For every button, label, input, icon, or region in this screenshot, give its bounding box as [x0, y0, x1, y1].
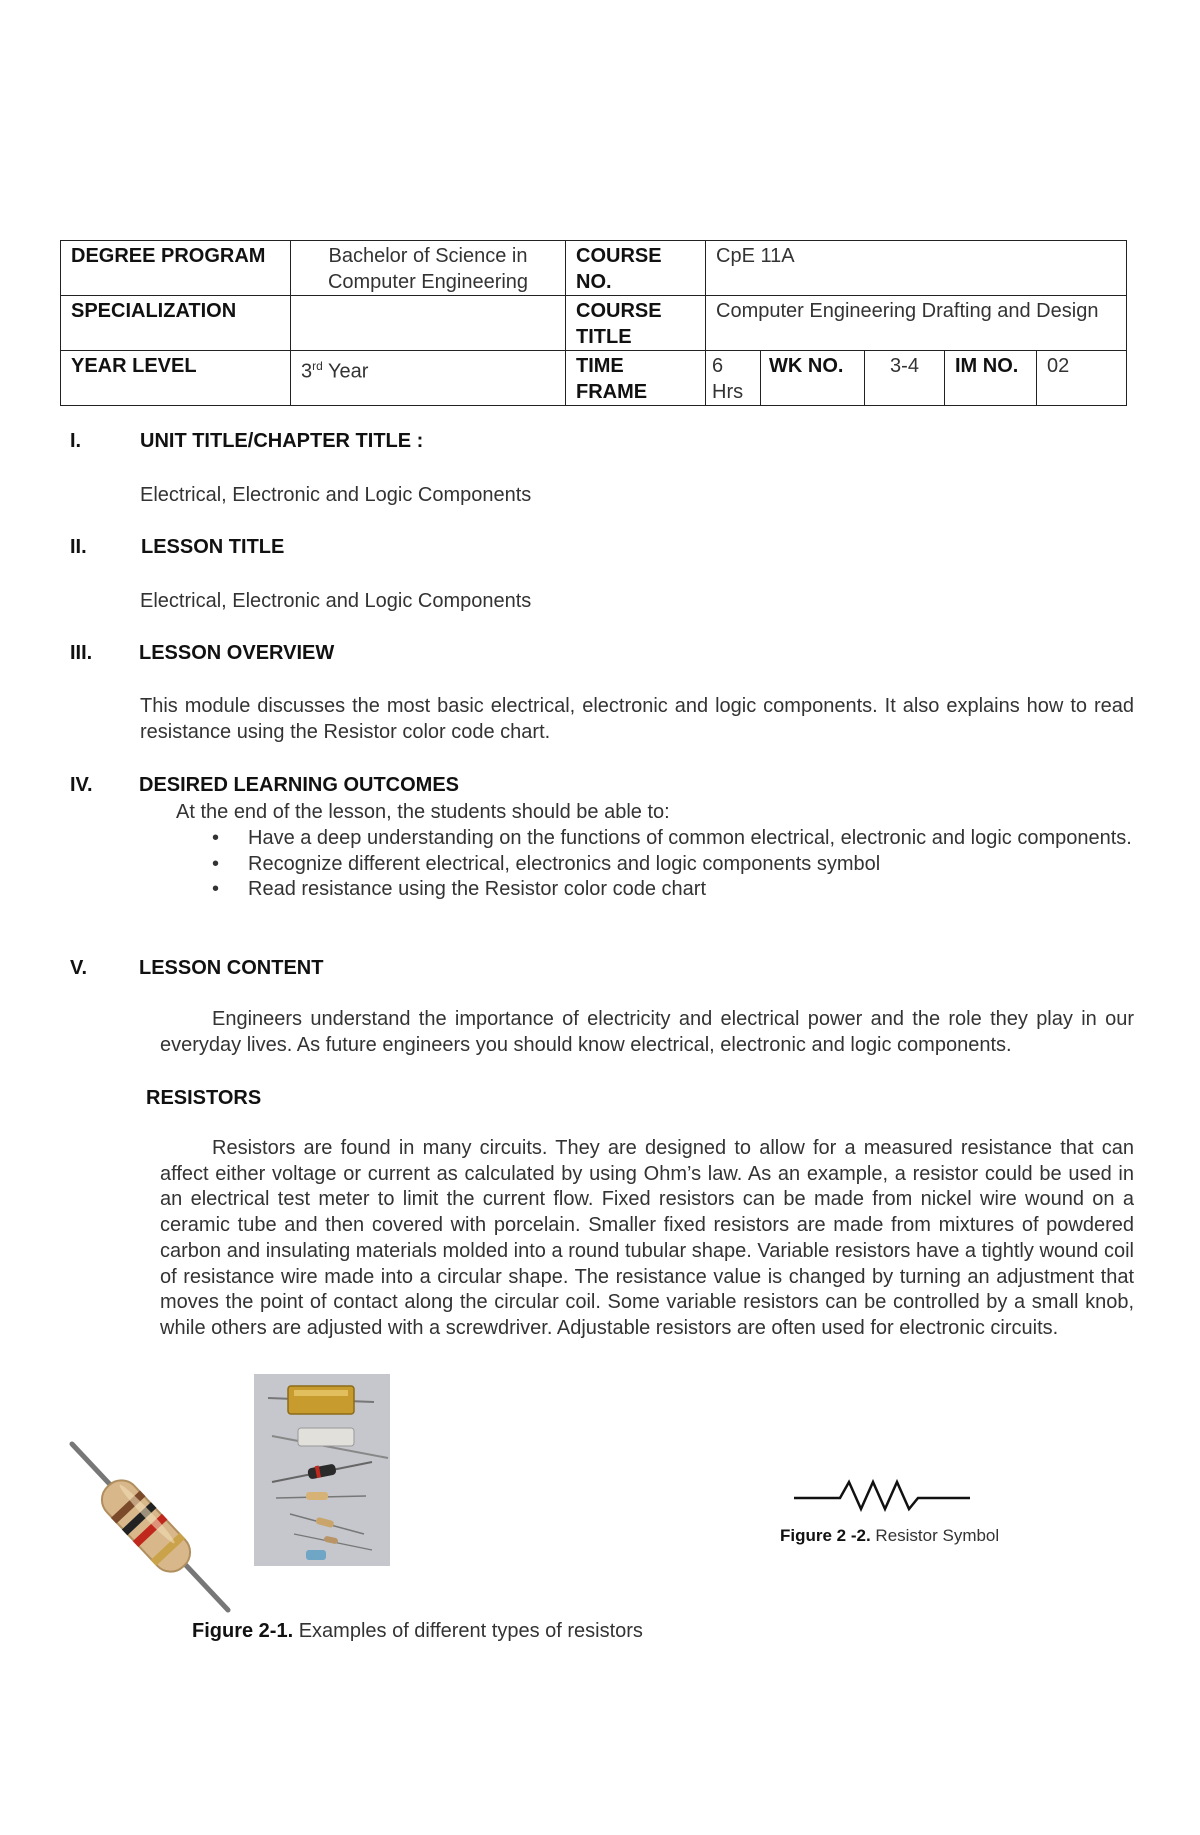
- figure-2-2-caption: [780, 1526, 999, 1546]
- im-no-value: 02: [1037, 351, 1127, 406]
- degree-program-label: DEGREE PROGRAM: [61, 241, 291, 296]
- course-no-label: COURSE NO.: [566, 241, 706, 296]
- year-level-word: Year: [322, 360, 369, 383]
- resistors-paragraph: Resistors are found in many circuits. They are designed to allow for a measured resistance that can affect either voltage or current as calculated by using Ohm’s law. As an example, a resistor could be used in an electrical test meter to limit the current flow. Fixed resistors can be made from nickel wire wound on a ceramic tube and then covered with porcelain. Smaller fixed resistors are made from mixtures of powdered carbon and insulating materials molded into a round tubular shape. Variable resistors have a tightly wound coil of resistance wire made into a circular shape. The resistance value is changed by turning an adjustment that moves the point of contact along the circular coil. Some variable resistors can be controlled by a small knob, while others are adjusted with a screwdriver. Adjustable resistors are often used for electronic circuits.: [160, 1137, 1134, 1339]
- list-item: • Recognize different electrical, electronics and logic components symbol: [212, 852, 1134, 878]
- section-5-title: LESSON CONTENT: [139, 957, 324, 979]
- section-2-title: LESSON TITLE: [141, 536, 285, 558]
- degree-program-value: Bachelor of Science in Computer Engineering: [291, 241, 566, 296]
- course-title-label: COURSE TITLE: [566, 296, 706, 351]
- year-level-number: 3: [301, 360, 313, 383]
- figure-2-2-label: Figure 2 -2.: [780, 1526, 871, 1545]
- year-level-suffix: rd: [312, 359, 323, 373]
- section-3-text: This module discusses the most basic electrical, electronic and logic components. It also explains how to read resistance using the Resistor color code chart.: [140, 695, 1134, 743]
- specialization-value: [291, 296, 566, 351]
- list-item: • Read resistance using the Resistor color code chart: [212, 877, 1134, 903]
- section-1-title: UNIT TITLE/CHAPTER TITLE :: [140, 430, 424, 452]
- resistor-symbol-icon: [794, 1476, 970, 1512]
- course-title-value: Computer Engineering Drafting and Design: [706, 296, 1127, 351]
- course-info-table: [60, 240, 1127, 406]
- time-frame-value: 6 Hrs: [706, 351, 761, 406]
- figure-2-1-text: Examples of different types of resistors: [293, 1620, 643, 1642]
- list-item: • Have a deep understanding on the functions of common electrical, electronic and logic components.: [212, 826, 1134, 852]
- section-2-text: Electrical, Electronic and Logic Components: [140, 590, 532, 612]
- figure-2-2-text: Resistor Symbol: [870, 1526, 1000, 1545]
- figure-2-1-caption: [192, 1620, 643, 1643]
- section-3-number: III.: [70, 642, 93, 664]
- year-level-value: [291, 351, 566, 406]
- wk-no-label: WK NO.: [761, 351, 865, 406]
- year-level-label: YEAR LEVEL: [61, 351, 291, 406]
- section-1-number: I.: [70, 430, 82, 452]
- section-2-number: II.: [70, 536, 87, 558]
- section-5-text: Engineers understand the importance of electricity and electrical power and the role they play in our everyday lives. As future engineers you should know electrical, electronic and logic components.: [160, 1008, 1134, 1056]
- section-4-title: DESIRED LEARNING OUTCOMES: [139, 774, 460, 796]
- figure-2-1-label: Figure 2-1.: [192, 1620, 294, 1642]
- specialization-label: SPECIALIZATION: [61, 296, 291, 351]
- assorted-resistors-photo: [254, 1374, 390, 1566]
- time-frame-label: TIME FRAME: [566, 351, 706, 406]
- im-no-label: IM NO.: [945, 351, 1037, 406]
- wk-no-value: 3-4: [865, 351, 945, 406]
- section-4-number: IV.: [70, 774, 93, 796]
- section-4-intro: At the end of the lesson, the students should be able to:: [176, 801, 670, 823]
- section-3-title: LESSON OVERVIEW: [139, 642, 335, 664]
- resistor-photo: [66, 1440, 236, 1615]
- learning-outcomes-list: [212, 826, 1134, 903]
- course-no-value: CpE 11A: [706, 241, 1127, 296]
- section-5-number: V.: [70, 957, 88, 979]
- resistors-heading: RESISTORS: [146, 1087, 262, 1109]
- section-1-text: Electrical, Electronic and Logic Components: [140, 484, 532, 506]
